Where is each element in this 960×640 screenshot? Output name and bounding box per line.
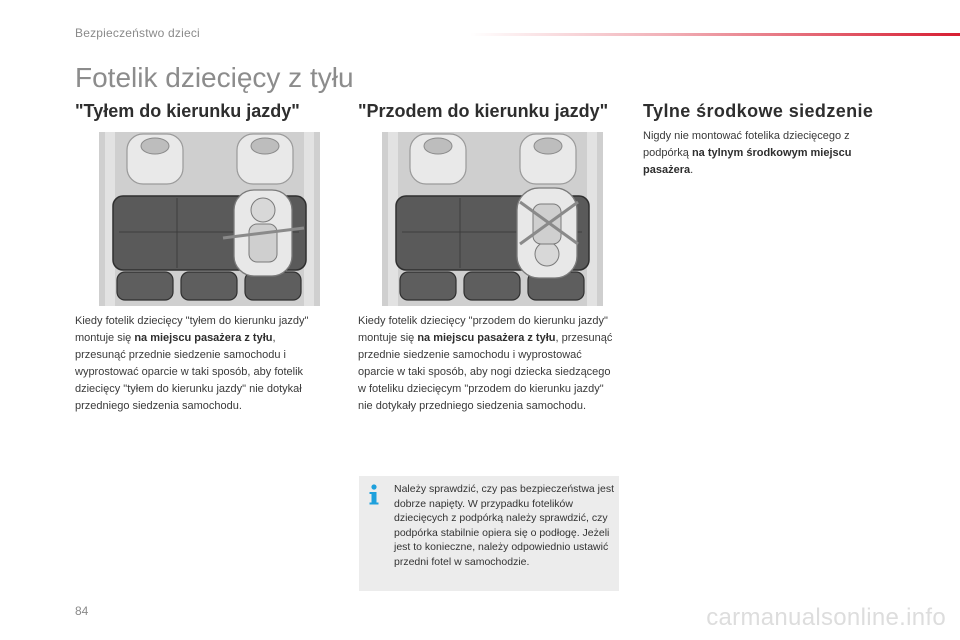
illustration-rear-facing-seat	[99, 132, 320, 306]
page-title: Fotelik dziecięcy z tyłu	[75, 62, 354, 93]
rear-facing-instructions	[75, 313, 325, 415]
heading-rear-middle-seat: Tylne środkowe siedzenie	[643, 101, 874, 121]
info-text: Należy sprawdzić, czy pas bezpieczeństwa jest dobrze napięty. W przypadku fotelików dziecięcych z podpórką należy sprawdzić, czy podpórka stabilnie opiera się o podłogę. Jeżeli jest to konieczne, należy odpowiednio ustawić przedni fotel w samochodzie.	[394, 483, 615, 568]
watermark: carmanualsonline.info	[706, 604, 946, 631]
text-emphasis: na miejscu pasażera z tyłu	[134, 332, 273, 344]
forward-facing-instructions	[358, 313, 620, 415]
heading-rear-facing: "Tyłem do kierunku jazdy"	[75, 101, 300, 121]
header-accent-rule	[470, 33, 960, 36]
text-emphasis: na miejscu pasażera z tyłu	[417, 332, 556, 344]
text-part: Nigdy nie montować fotelika dziecięcego z podpórką	[643, 130, 850, 159]
text-emphasis: na tylnym środkowym miejscu pasażera	[643, 147, 852, 176]
text-part: .	[690, 164, 694, 176]
info-box	[359, 476, 619, 591]
rear-middle-seat-warning	[643, 128, 883, 179]
page-number: 84	[75, 604, 89, 618]
text-part: , przesunąć przednie siedzenie samochodu i wyprostować oparcie w taki sposób, aby fotelik dziecięcy "tyłem do kierunku jazdy" nie dotykał przedniego siedzenia samochodu.	[75, 332, 304, 412]
illustration-forward-facing-seat	[382, 132, 603, 306]
text-part: Kiedy fotelik dziecięcy "tyłem do kierunku jazdy" montuje się	[75, 315, 309, 344]
info-icon	[368, 484, 380, 506]
section-label: Bezpieczeństwo dzieci	[75, 26, 200, 40]
text-part: Kiedy fotelik dziecięcy "przodem do kierunku jazdy" montuje się	[358, 315, 608, 344]
text-part: , przesunąć przednie siedzenie samochodu i wyprostować oparcie w taki sposób, aby nogi dziecka siedzącego w foteliku dziecięcym "przodem do kierunku jazdy" nie dotykały przedniego siedzenia samochodu.	[358, 332, 613, 412]
heading-forward-facing: "Przodem do kierunku jazdy"	[358, 101, 609, 121]
